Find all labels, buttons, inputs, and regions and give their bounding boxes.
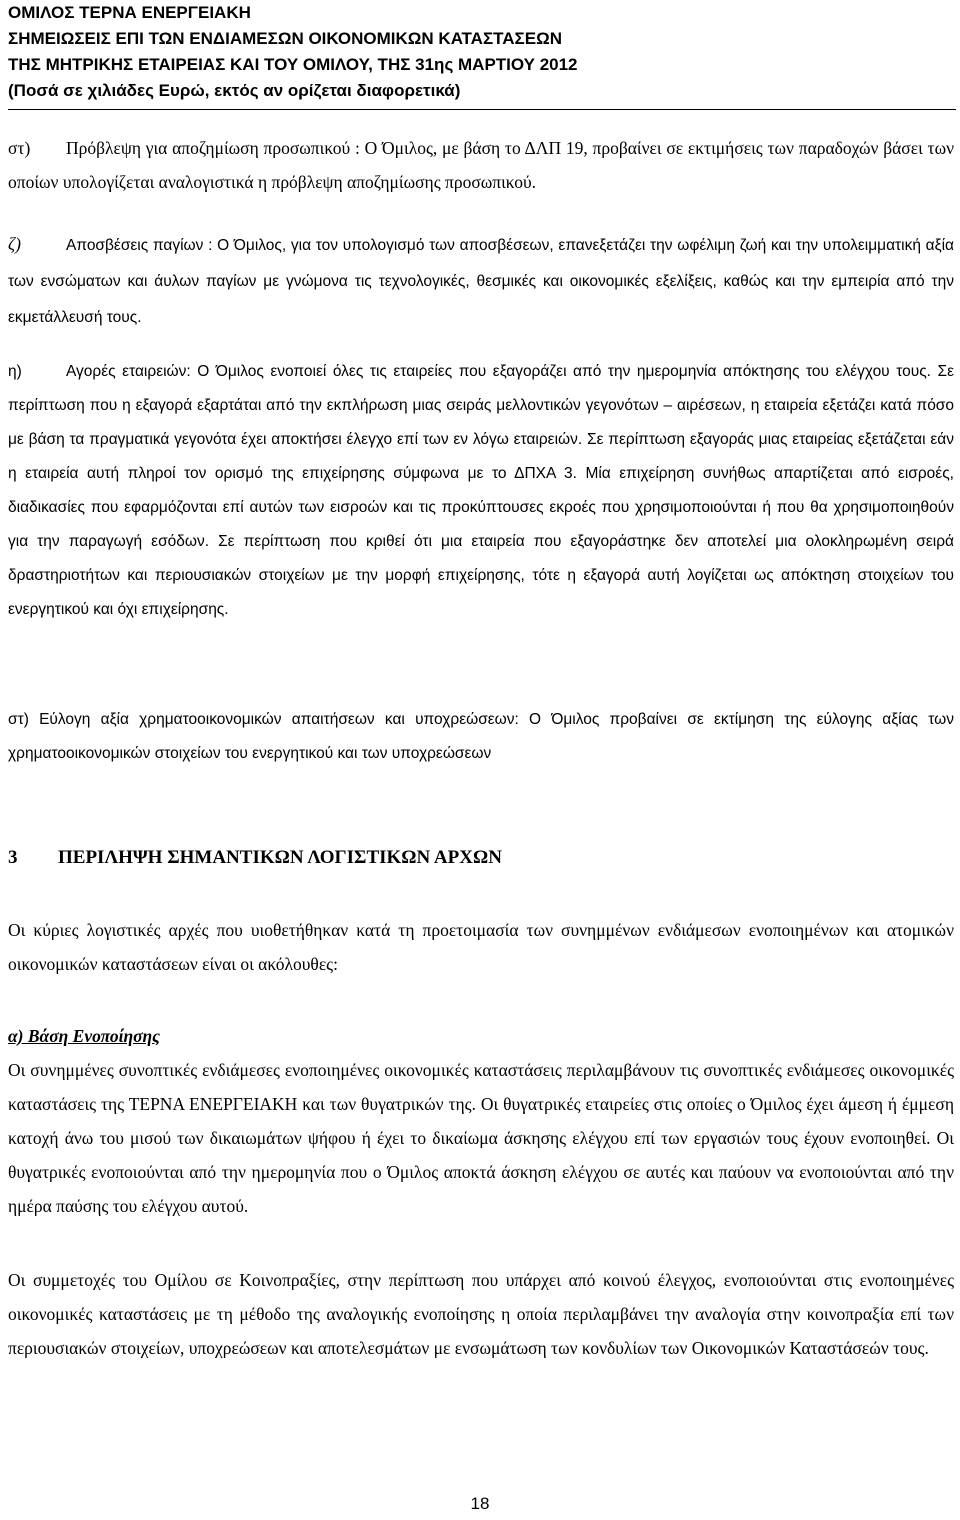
item-marker: ζ) [8,234,21,254]
item-marker: στ) [8,138,31,158]
item-marker: η) [8,363,22,380]
section-title: ΠΕΡΙΛΗΨΗ ΣΗΜΑΝΤΙΚΩΝ ΛΟΓΙΣΤΙΚΩΝ ΑΡΧΩΝ [58,847,502,868]
subheading-consolidation-basis: α) Βάση Ενοποίησης [8,1026,160,1046]
section-heading [8,843,502,873]
section-intro: Οι κύριες λογιστικές αρχές που υιοθετήθηκαν κατά τη προετοιμασία των συνημμένων ενδιάμεσων ενοποιημένων και ατομικών οικονομικών καταστάσεων είναι οι ακόλουθες: [8,920,954,974]
company-name: ΟΜΙΛΟΣ ΤΕΡΝΑ ΕΝΕΡΓΕΙΑΚΗ [8,3,251,22]
section-number: 3 [8,847,18,868]
consolidation-paragraph-2: Οι συμμετοχές του Ομίλου σε Κοινοπραξίες, στην περίπτωση που υπάρχει από κοινού έλεγχος, ενοποιούνται στις ενοποιημένες οικονομικές καταστάσεις με τη μέθοδο της αναλογικής ενοποίησης η οποία περιλαμβάνει την αναλογία στην κοινοπραξία επί των περιουσιακών στοιχείων, υποχρεώσεων και αποτελεσμάτων με ενσωμάτωση των κονδυλίων των Οικονομικών Καταστάσεών τους. [8,1270,954,1358]
item-i-acquisitions [8,355,954,627]
item-st-provision [8,131,954,199]
currency-note: (Ποσά σε χιλιάδες Ευρώ, εκτός αν ορίζεται διαφορετικά) [8,81,461,100]
item-st-fair-value: στ) Εύλογη αξία χρηματοοικονομικών απαιτήσεων και υποχρεώσεων: Ο Όμιλος προβαίνει σε εκτίμηση της εύλογης αξίας των χρηματοοικονομικών στοιχείων του ενεργητικού και των υποχρεώσεων [8,711,954,762]
item-text: Αποσβέσεις παγίων : Ο Όμιλος, για τον υπολογισμό των αποσβέσεων, επανεξετάζει την ωφέλιμη ζωή και την υπολειμματική αξία των ενσώματων και άυλων παγίων με γνώμονα τις τεχνολογικές, θεσμικές και οικονομικές εξελίξεις, καθώς και την εμπειρία από την εκμετάλλευσή τους. [8,237,954,326]
item-text: Πρόβλεψη για αποζημίωση προσωπικού : Ο Όμιλος, με βάση το ΔΛΠ 19, προβαίνει σε εκτιμήσεις των παραδοχών βάσει των οποίων υπολογίζεται αναλογιστικά η πρόβλεψη αποζημίωσης προσωπικού. [8,138,954,192]
consolidation-paragraph-1: Οι συνημμένες συνοπτικές ενδιάμεσες ενοποιημένες οικονομικές καταστάσεις περιλαμβάνουν τις συνοπτικές ενδιάμεσες οικονομικές καταστάσεις της ΤΕΡΝΑ ΕΝΕΡΓΕΙΑΚΗ και των θυγατρικών της. Οι θυγατρικές εταιρείες στις οποίες ο Όμιλος έχει άμεση ή έμμεση κατοχή άνω του μισού των δικαιωμάτων ψήφου ή έχει το δικαίωμα άσκησης ελέγχου επί των εργασιών τους έχουν ενοποιηθεί. Οι θυγατρικές ενοποιούνται από την ημερομηνία που ο Όμιλος αποκτά άσκηση ελέγχου σε αυτές και παύουν να ενοποιούνται από την ημέρα παύσης του ελέγχου αυτού. [8,1060,954,1216]
header-divider [8,109,956,110]
period-title: ΤΗΣ ΜΗΤΡΙΚΗΣ ΕΤΑΙΡΕΙΑΣ ΚΑΙ ΤΟΥ ΟΜΙΛΟΥ, ΤΗΣ 31ης ΜΑΡΤΙΟΥ 2012 [8,55,578,74]
page-number: 18 [470,1494,490,1513]
document-header [8,0,956,104]
item-z-depreciation [8,227,954,335]
item-text: Αγορές εταιρειών: Ο Όμιλος ενοποιεί όλες τις εταιρείες που εξαγοράζει από την ημερομηνία απόκτησης του ελέγχου τους. Σε περίπτωση που η εξαγορά εξαρτάται από την εκπλήρωση μιας σειράς μελλοντικών γεγονότων – αιρέσεων, η εταιρεία εξετάζει κατά πόσο με βάση τα πραγματικά γεγονότα έχει αποκτήσει έλεγχο επί των εν λόγω εταιρειών. Σε περίπτωση εξαγοράς μιας εταιρείας εξετάζεται εάν η εταιρεία αυτή πληροί τον ορισμό της επιχείρησης σύμφωνα με το ΔΠΧΑ 3. Μία επιχείρηση συνήθως απαρτίζεται από εισροές, διαδικασίες που εφαρμόζονται επί αυτών των εισροών και τις προκύπτουσες εκροές που χρησιμοποιούνται ή που θα χρησιμοποιηθούν για την παραγωγή εσόδων. Σε περίπτωση που κριθεί ότι μια εταιρεία που εξαγοράστηκε δεν αποτελεί μια ολοκληρωμένη σειρά δραστηριοτήτων και περιουσιακών στοιχείων με την μορφή επιχείρησης, τότε η εξαγορά αυτή λογίζεται ως απόκτηση στοιχείων του ενεργητικού και όχι επιχείρησης. [8,363,954,618]
notes-title: ΣΗΜΕΙΩΣΕΙΣ ΕΠΙ ΤΩΝ ΕΝΔΙΑΜΕΣΩΝ ΟΙΚΟΝΟΜΙΚΩΝ ΚΑΤΑΣΤΑΣΕΩΝ [8,29,563,48]
